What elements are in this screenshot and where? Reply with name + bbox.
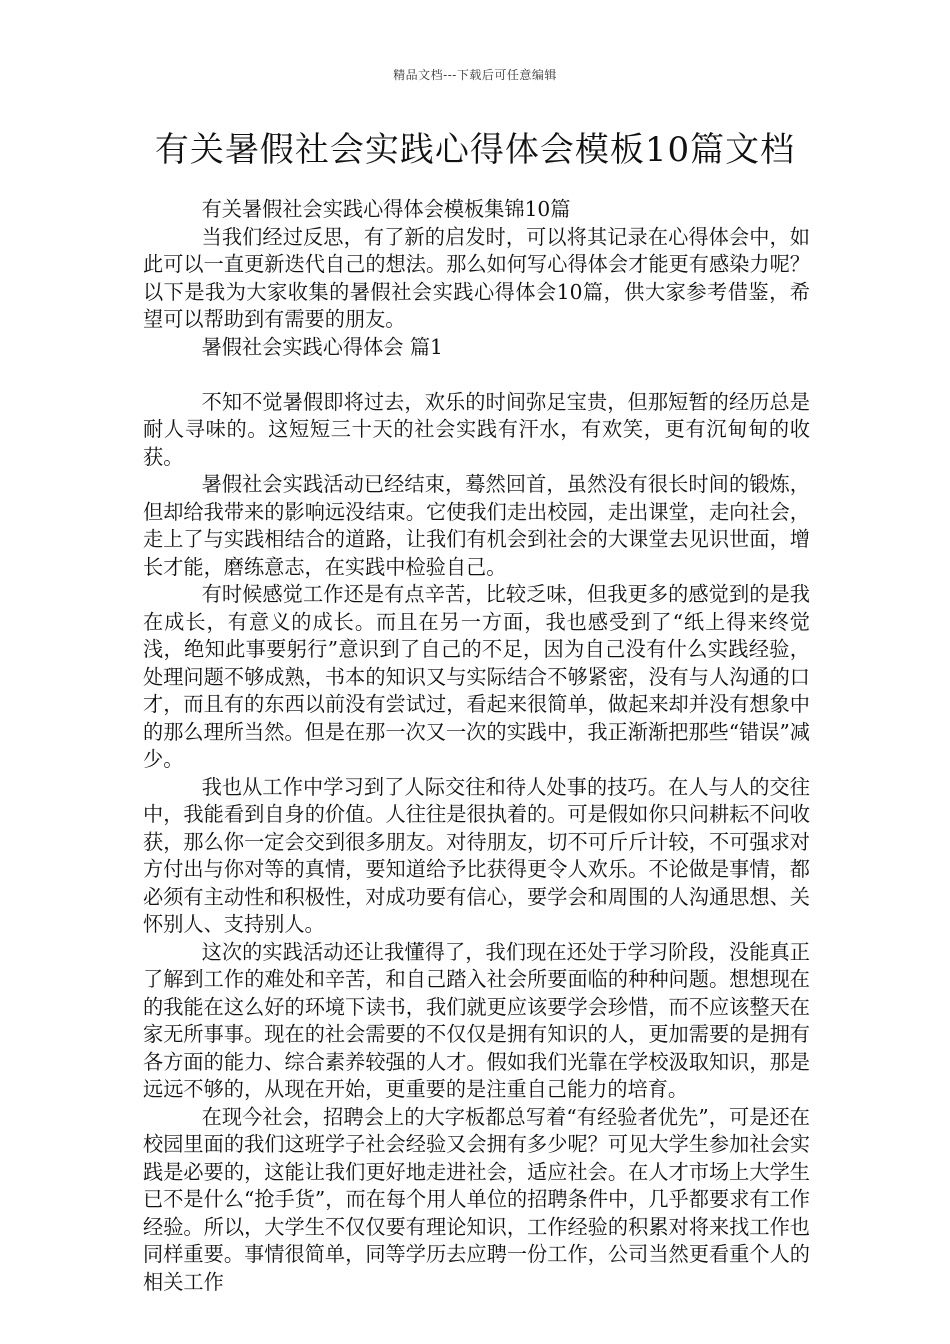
subtitle-paragraph: 有关暑假社会实践心得体会模板集锦10篇 [201, 197, 571, 221]
body-paragraph: 我也从工作中学习到了人际交往和待人处事的技巧。在人与人的交往中，我能看到自身的价值。人往往是很执着的。可是假如你只问耕耘不问收获，那么你一定会交到很多朋友。对待朋友，切不可斤斤计较，不可强求对方付出与你对等的真情，要知道给予比获得更令人欢乐。不论做是事情，都必须有主动性和积极性，对成功要有信心，要学会和周围的人沟通思想、关怀别人、支持别人。 [143, 774, 810, 936]
document-body [143, 196, 810, 1296]
body-paragraph: 不知不觉暑假即将过去，欢乐的时间弥足宝贵，但那短暂的经历总是耐人寻味的。这短短三十天的社会实践有汗水，有欢笑，更有沉甸甸的收获。 [143, 389, 810, 469]
page-header-note: 精品文档---下载后可任意编辑 [393, 68, 557, 82]
blank-line [143, 361, 810, 389]
body-paragraph: 这次的实践活动还让我懂得了，我们现在还处于学习阶段，没能真正了解到工作的难处和辛苦，和自己踏入社会所要面临的种种问题。想想现在的我能在这么好的环境下读书，我们就更应该要学会珍惜，而不应该整天在家无所事事。现在的社会需要的不仅仅是拥有知识的人，更加需要的是拥有各方面的能力、综合素养较强的人才。假如我们光靠在学校汲取知识，那是远远不够的，从现在开始，更重要的是注重自己能力的培育。 [143, 939, 810, 1101]
body-paragraph: 暑假社会实践活动已经结束，蓦然回首，虽然没有很长时间的锻炼，但却给我带来的影响远没结束。它使我们走出校园，走出课堂，走向社会，走上了与实践相结合的道路，让我们有机会到社会的大课堂去见识世面，增长才能，磨练意志，在实践中检验自己。 [143, 472, 810, 579]
body-paragraph: 有时候感觉工作还是有点辛苦，比较乏味，但我更多的感觉到的是我在成长，有意义的成长。而且在另一方面，我也感受到了“纸上得来终觉浅，绝知此事要躬行”意识到了自己的不足，因为自己没有什么实践经验，处理问题不够成熟，书本的知识又与实际结合不够紧密，没有与人沟通的口才，而且有的东西以前没有尝试过，看起来很简单，做起来却并没有想象中的那么理所当然。但是在那一次又一次的实践中，我正渐渐把那些“错误”减少。 [143, 582, 810, 771]
section-heading: 暑假社会实践心得体会 篇1 [201, 334, 443, 359]
document-title: 有关暑假社会实践心得体会模板10篇文档 [154, 130, 796, 170]
body-paragraph: 在现今社会，招聘会上的大字板都总写着“有经验者优先”，可是还在校园里面的我们这班学子社会经验又会拥有多少呢？可见大学生参加社会实践是必要的，这能让我们更好地走进社会，适应社会。在人才市场上大学生已不是什么“抢手货”，而在每个用人单位的招聘条件中，几乎都要求有工作经验。所以，大学生不仅仅要有理论知识，工作经验的积累对将来找工作也同样重要。事情很简单，同等学历去应聘一份工作，公司当然更看重个人的相关工作 [143, 1104, 810, 1294]
intro-paragraph: 当我们经过反思，有了新的启发时，可以将其记录在心得体会中，如此可以一直更新迭代自己的想法。那么如何写心得体会才能更有感染力呢？以下是我为大家收集的暑假社会实践心得体会10篇，供大家参考借鉴，希望可以帮助到有需要的朋友。 [143, 224, 810, 331]
